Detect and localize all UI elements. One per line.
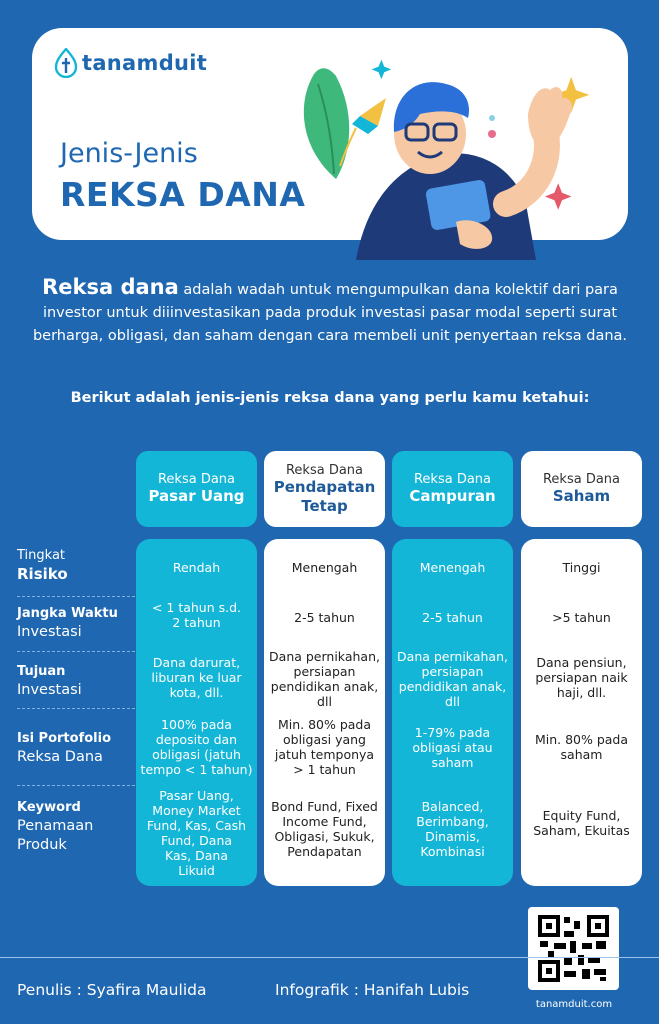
tanamduit-logo-icon (54, 48, 78, 78)
qr-code-icon (528, 907, 619, 990)
row-label-line2: Reksa Dana (17, 749, 103, 765)
intro-body: adalah wadah untuk mengumpulkan dana kolektif dari para investor untuk diiinvestasikan pada produk investasi pasar modal seperti surat berharga, obligasi, dan saham dengan cara membeli unit penyertaan reksa dana. (32, 282, 628, 344)
column-header-campuran (392, 451, 513, 527)
column-header-pendapatan-tetap (264, 451, 385, 527)
cell-tujuan: Dana pernikahan, persiapan pendidikan anak, dll (269, 649, 380, 709)
column-prefix: Reksa Dana (157, 472, 236, 487)
row-divider (17, 708, 135, 709)
row-label-line2: Investasi (17, 624, 82, 640)
cell-keyword: Balanced, Berimbang, Dinamis, Kombinasi (416, 799, 489, 859)
column-body-campuran (392, 539, 513, 886)
cell-keyword: Pasar Uang, Money Market Fund, Kas, Cash Fund, Dana Kas, Dana Likuid (146, 788, 247, 878)
column-header-saham (521, 451, 642, 527)
column-body-saham (521, 539, 642, 886)
cell-portofolio: Min. 80% pada saham (534, 732, 629, 762)
row-label-keyword (17, 798, 132, 855)
row-label-line2: Penamaan Produk (17, 818, 94, 853)
row-label-isi-portofolio (17, 729, 137, 767)
row-label-line1: Keyword (17, 800, 81, 815)
column-name: Campuran (409, 487, 496, 505)
row-divider (17, 651, 135, 652)
cell-jangka-waktu: < 1 tahun s.d. 2 tahun (151, 600, 242, 630)
cell-portofolio: 100% pada deposito dan obligasi (jatuh tempo < 1 tahun) (140, 717, 253, 777)
footer-divider (0, 957, 659, 958)
column-name: Pendapatan Tetap (273, 477, 376, 515)
cell-portofolio: 1-79% pada obligasi atau saham (412, 724, 493, 770)
column-body-pasar-uang (136, 539, 257, 886)
cell-jangka-waktu: >5 tahun (552, 609, 611, 625)
section-subheading: Berikut adalah jenis-jenis reksa dana yang perlu kamu ketahui: (70, 390, 590, 406)
logo (54, 48, 207, 78)
cell-risiko: Menengah (419, 559, 486, 575)
column-name: Pasar Uang (148, 487, 245, 505)
cell-risiko: Rendah (172, 559, 221, 575)
intro-lead: Reksa dana (42, 275, 179, 299)
row-divider (17, 785, 135, 786)
designer-credit: Infografik : Hanifah Lubis (275, 981, 470, 999)
cell-jangka-waktu: 2-5 tahun (422, 609, 483, 625)
row-label-line2: Risiko (17, 565, 68, 583)
column-body-pendapatan-tetap (264, 539, 385, 886)
person-waving-illustration (296, 54, 606, 260)
website-link[interactable]: tanamduit.com (535, 999, 613, 1010)
row-label-risiko (17, 546, 137, 584)
brand-name: tanamduit (82, 51, 208, 75)
cell-risiko: Tinggi (562, 559, 601, 575)
cell-jangka-waktu: 2-5 tahun (294, 609, 355, 625)
cell-tujuan: Dana pernikahan, persiapan pendidikan anak, dll (397, 649, 508, 709)
row-label-line2: Investasi (17, 682, 82, 698)
row-label-line1: Tujuan (17, 664, 66, 679)
row-label-line1: Tingkat (17, 548, 66, 563)
row-divider (17, 596, 135, 597)
page-title-line2: REKSA DANA (60, 175, 306, 214)
column-prefix: Reksa Dana (542, 472, 621, 487)
column-prefix: Reksa Dana (285, 462, 364, 478)
cell-tujuan: Dana darurat, liburan ke luar kota, dll. (151, 654, 242, 700)
row-label-jangka-waktu (17, 604, 137, 642)
column-header-pasar-uang (136, 451, 257, 527)
qr-code[interactable] (528, 907, 619, 990)
row-label-tujuan (17, 662, 137, 700)
cell-tujuan: Dana pensiun, persiapan naik haji, dll. (535, 654, 628, 700)
page-title-line1: Jenis-Jenis (60, 138, 198, 169)
cell-keyword: Equity Fund, Saham, Ekuitas (533, 808, 630, 838)
cell-portofolio: Min. 80% pada obligasi yang jatuh temponya > 1 tahun (274, 717, 375, 777)
cell-risiko: Menengah (291, 559, 358, 575)
row-label-line1: Jangka Waktu (17, 606, 118, 621)
column-name: Saham (552, 487, 611, 505)
writer-credit: Penulis : Syafira Maulida (17, 981, 207, 999)
column-prefix: Reksa Dana (413, 472, 492, 487)
cell-keyword: Bond Fund, Fixed Income Fund, Obligasi, Sukuk, Pendapatan (271, 799, 378, 859)
intro-paragraph (20, 276, 640, 348)
row-label-line1: Isi Portofolio (17, 731, 112, 746)
